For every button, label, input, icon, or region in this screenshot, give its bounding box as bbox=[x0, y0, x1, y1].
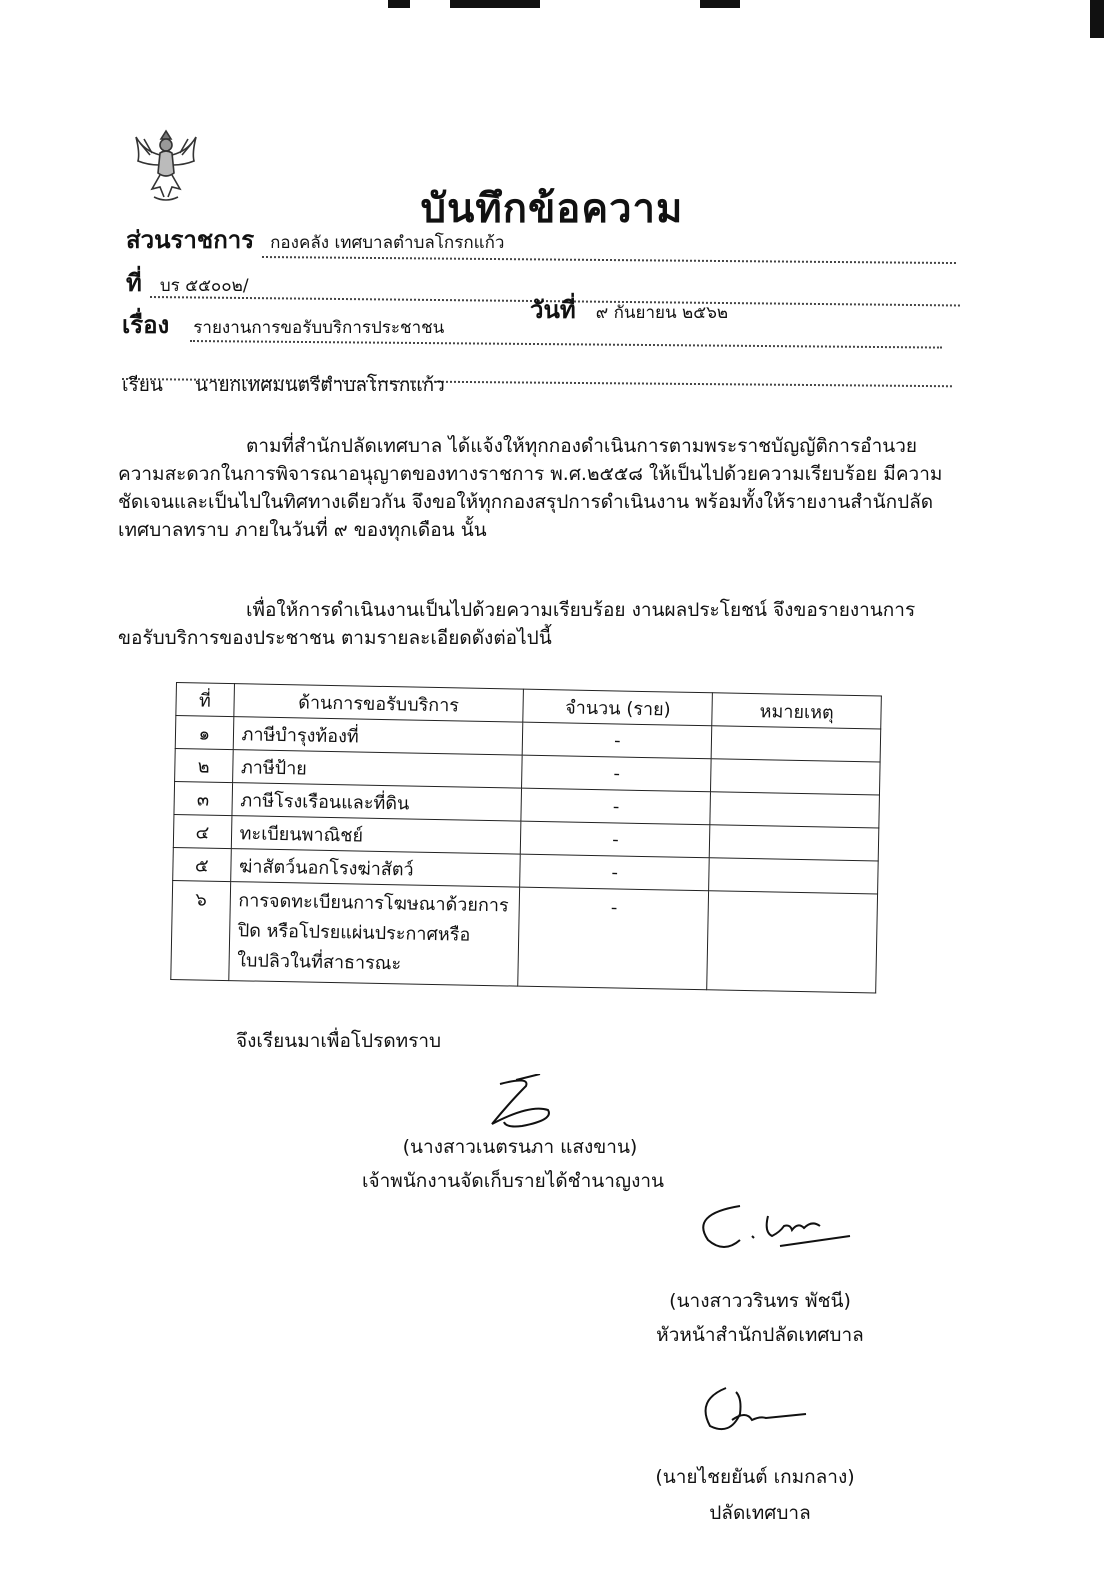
row-remark bbox=[711, 726, 880, 762]
date-field bbox=[530, 290, 728, 329]
recipient-value: นายกเทศมนตรีตำบลโกรกแก้ว bbox=[194, 374, 445, 396]
agency-label: ส่วนราชการ bbox=[126, 226, 255, 254]
subject-dotted-line bbox=[190, 340, 942, 349]
scan-artifact-top-2 bbox=[450, 0, 540, 8]
row-count: - bbox=[523, 722, 712, 759]
scan-artifact-top-1 bbox=[388, 0, 410, 8]
recipient-label: เรียน bbox=[122, 374, 163, 396]
row-service: การจดทะเบียนการโฆษณาด้วยการปิด หรือโปรยแผ่นประกาศหรือใบปลิวในที่สาธารณะ bbox=[228, 882, 520, 987]
table-row bbox=[171, 880, 878, 993]
agency-field bbox=[126, 220, 504, 259]
closing-line: จึงเรียนมาเพื่อโปรดทราบ bbox=[236, 1030, 442, 1052]
row-number: ๕ bbox=[173, 847, 231, 881]
header-count: จำนวน (ราย) bbox=[523, 689, 712, 726]
row-service: ฆ่าสัตว์นอกโรงฆ่าสัตว์ bbox=[230, 849, 520, 888]
signature-2-image bbox=[680, 1196, 860, 1266]
row-count: - bbox=[521, 821, 710, 858]
signer-1-name: (นางสาวเนตรนภา แสงขาน) bbox=[402, 1136, 638, 1158]
row-count: - bbox=[521, 788, 710, 825]
row-number: ๖ bbox=[171, 880, 230, 980]
row-count: - bbox=[520, 854, 709, 891]
signature-3-image bbox=[696, 1380, 816, 1440]
row-number: ๒ bbox=[175, 748, 233, 782]
signer-1-position: เจ้าพนักงานจัดเก็บรายได้ชำนาญงาน bbox=[362, 1170, 665, 1192]
header-remark: หมายเหตุ bbox=[712, 693, 881, 729]
document-title: บันทึกข้อความ bbox=[420, 186, 684, 232]
agency-dotted-line bbox=[262, 256, 956, 264]
row-remark bbox=[710, 792, 879, 828]
row-number: ๔ bbox=[173, 814, 231, 848]
signature-1-image bbox=[470, 1074, 570, 1134]
row-remark bbox=[707, 891, 878, 993]
row-count: - bbox=[518, 887, 709, 990]
date-label: วันที่ bbox=[530, 296, 576, 324]
row-count: - bbox=[522, 755, 711, 792]
service-request-table bbox=[170, 682, 882, 993]
row-service: ภาษีป้าย bbox=[232, 750, 522, 789]
scan-artifact-top-3 bbox=[700, 0, 740, 8]
body-paragraph-2 bbox=[118, 596, 958, 652]
row-service: ทะเบียนพาณิชย์ bbox=[231, 816, 521, 855]
signer-2-name: (นางสาววรินทร พัชนี) bbox=[669, 1290, 851, 1312]
recipient-field bbox=[122, 370, 445, 400]
subject-field bbox=[122, 305, 444, 344]
row-remark bbox=[710, 825, 879, 861]
paragraph-1-text: ตามที่สำนักปลัดเทศบาล ได้แจ้งให้ทุกกองดำเนินการตามพระราชบัญญัติการอำนวยความสะดวกในการพิจารณาอนุญาตของทางราชการ พ.ศ.๒๕๕๘ ให้เป็นไปด้วยความเรียบร้อย มีความชัดเจนและเป็นไปในทิศทางเดียวกัน จึงขอให้ทุกกองสรุปการดำเนินงาน พร้อมทั้งให้รายงานสำนักปลัดเทศบาลทราบ ภายในวันที่ ๙ ของทุกเดือน นั้น bbox=[118, 435, 943, 541]
date-value: ๙ กันยายน ๒๕๖๒ bbox=[595, 303, 729, 323]
row-number: ๓ bbox=[174, 781, 232, 815]
header-no: ที่ bbox=[176, 683, 234, 717]
row-service: ภาษีบำรุงท้องที่ bbox=[233, 717, 523, 756]
row-service: ภาษีโรงเรือนและที่ดิน bbox=[232, 783, 522, 822]
row-remark bbox=[709, 858, 878, 894]
body-paragraph-1 bbox=[118, 432, 958, 544]
header-service: ด้านการขอรับบริการ bbox=[233, 684, 523, 723]
signer-3-position: ปลัดเทศบาล bbox=[709, 1502, 811, 1524]
signer-2-position: หัวหน้าสำนักปลัดเทศบาล bbox=[656, 1324, 864, 1346]
scan-edge-mark bbox=[1090, 0, 1104, 38]
subject-value: รายงานการขอรับบริการประชาชน bbox=[193, 318, 445, 338]
agency-value: กองคลัง เทศบาลตำบลโกรกแก้ว bbox=[270, 233, 505, 253]
paragraph-2-text: เพื่อให้การดำเนินงานเป็นไปด้วยความเรียบร้อย งานผลประโยชน์ จึงขอรายงานการขอรับบริการของประชาชน ตามรายละเอียดดังต่อไปนี้ bbox=[118, 599, 916, 649]
row-number: ๑ bbox=[175, 716, 233, 750]
row-remark bbox=[711, 759, 880, 795]
reference-value: บร ๕๕๐๐๒/ bbox=[159, 276, 249, 296]
subject-label: เรื่อง bbox=[122, 311, 170, 339]
signer-3-name: (นายไชยยันต์ เกมกลาง) bbox=[655, 1466, 855, 1488]
reference-label: ที่ bbox=[126, 269, 142, 297]
